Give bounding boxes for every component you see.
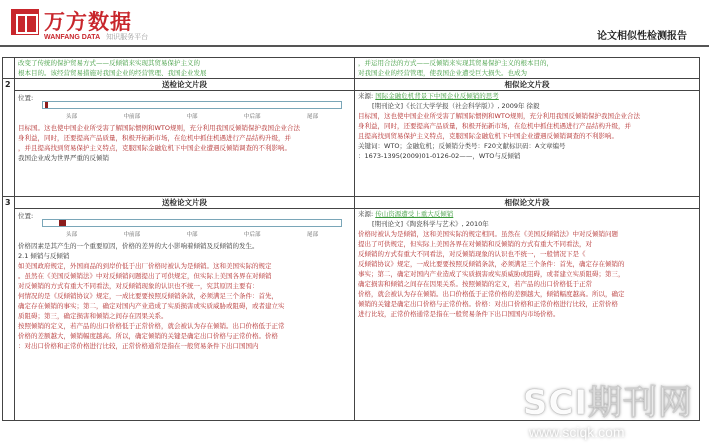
text-line: 且提高找到贸易保护主义特点，克服国际金融危机下中国企业遭遇反倾销调查的不利影响。 <box>358 132 618 140</box>
source-meta: [期刊论文]《长江大学学报（社会科学版）》, 2009年 徐毅 <box>372 102 540 110</box>
position-marker <box>59 220 66 226</box>
tick-label: 中部 <box>186 114 198 120</box>
text-line: 如美国政府规定，外国商品的到岸价低于出厂价格时被认为是倾销。这和美国实际的规定 <box>18 262 272 270</box>
section-2-body-row <box>3 91 700 197</box>
text-line: 何情况的是《反倾销协议》规定，一成比要要按照反倾销条款，必须满足三个条件：首先， <box>18 292 278 300</box>
section-3-head-row <box>3 197 700 209</box>
similar-fragment-heading: 相似论文片段 <box>355 197 700 209</box>
submitted-fragment-heading: 送检论文片段 <box>15 79 355 91</box>
section-2-head-row <box>3 79 700 91</box>
text-line: 质阻碍；第三，确定损害和倾销之间存在因果关系。 <box>18 312 168 320</box>
wanfang-logo-icon <box>11 9 39 35</box>
tick-label: 尾部 <box>306 232 318 238</box>
source-meta: [期刊论文]《陶瓷科学与艺术》, 2010年 <box>372 220 489 228</box>
position-ticks <box>42 112 342 122</box>
source-prefix: 来源: <box>358 92 374 100</box>
similar-fragment-cell <box>355 91 700 197</box>
submitted-fragment-cell <box>15 91 355 197</box>
watermark-main: SCI期刊网 <box>522 383 693 423</box>
logo-text-en <box>44 32 148 42</box>
text-line: 身利益，同时，还要提高产品质量，积极开拓新市场，在危机中抓住机遇进行产品结构升级，并 <box>18 134 291 142</box>
tick-label: 中前部 <box>123 114 140 120</box>
tick-label: 头部 <box>66 114 78 120</box>
position-ticks <box>42 230 342 240</box>
watermark-url: www.sciqk.com <box>528 424 625 440</box>
logo-en-main: WANFANG DATA <box>44 34 101 41</box>
text-line: 对我国企业的经营管理，使我国企业遭受巨大损失。也成为 <box>358 69 527 77</box>
source-line <box>358 209 696 219</box>
text-line: 反倾销的方式有重大不同看法，对反倾销现象的认识也不统一，一般情况下是《 <box>358 250 586 258</box>
site-watermark <box>523 375 693 440</box>
tick-label: 中后部 <box>243 114 261 120</box>
text-line: 确定损害和倾销之间存在因果关系。按照倾销的定义，若产品的出口价格低于正常 <box>358 280 592 288</box>
text-line: 事实；第二，确定对国内产业造成了实质损害或实质威胁或阻碍，或者建立实质阻碍；第三， <box>358 270 625 278</box>
text-line: 价格时被认为是倾销，这和美国实际的规定相同。虽然在《美国反倾销法》中对反倾销问题 <box>358 230 618 238</box>
section-number: 3 <box>3 197 15 421</box>
text-line: ，并运用合法的方式——反倾销来实现其贸易保护主义的根本目的， <box>358 59 553 67</box>
text-line: 改变了传统的保护贸易方式——反倾销来实现其贸易保护主义的 <box>18 59 200 67</box>
submitted-fragment-heading: 送检论文片段 <box>15 197 355 209</box>
text-line: ，并且提高找到贸易保护主义特点，克服国际金融危机下中国企业遭遇反倾销调查的不利影响。 <box>18 144 291 152</box>
text-line: 根本目的。该经营贸易措施对我国企业的经营管理、我国企业发展 <box>18 69 207 77</box>
tick-label: 中后部 <box>243 232 261 238</box>
intro-right-text <box>355 58 700 79</box>
logo-en-sub: 知识服务平台 <box>106 34 149 41</box>
section-number: 2 <box>3 79 15 197</box>
intro-row <box>3 58 700 79</box>
position-marker <box>45 102 48 108</box>
text-line: 目标国。这也使中国企业所受害了解国际惯例和WTO规则，充分利用我国反倾销保护我国企业合法 <box>18 124 301 132</box>
report-title: 论文相似性检测报告 <box>597 31 687 42</box>
position-indicator <box>18 209 351 241</box>
tick-label: 中前部 <box>123 232 140 238</box>
position-bar <box>42 101 342 109</box>
header-divider <box>0 45 709 47</box>
source-title-link[interactable]: 国际金融危机背景下中国企业反倾销的思考 <box>375 92 499 100</box>
tick-label: 头部 <box>66 232 78 238</box>
source-title-link[interactable]: 传山资源遭受上重大反倾销 <box>375 210 454 218</box>
text-line: ：对出口价格和正常价格进行比较，正常价格通常是指在一般贸易条件下出口国国内 <box>18 342 259 350</box>
source-line <box>358 91 696 101</box>
tick-label: 尾部 <box>306 114 318 120</box>
logo-text-cn: 万方数据 <box>44 10 132 34</box>
text-line: 提出了可供规定，但实际上美国各界在对倾销和反倾销的方式有重大不同看法，对 <box>358 240 592 248</box>
position-label: 位置: <box>18 94 34 102</box>
similar-fragment-heading: 相似论文片段 <box>355 79 700 91</box>
text-line: 我国企业成为世界严重的反倾销 <box>18 154 109 162</box>
text-line: 对反倾销的方式有重大不同看法，对反倾销现象的认识也不统一，究其原因主要有： <box>18 282 259 290</box>
text-line: 身利益，同时，还要提高产品质量，积极开拓新市场，在危机中抓住机遇进行产品结构升级，并 <box>358 122 631 130</box>
text-line: ：1673-1395(2009)01-0126-02——，WTO与反倾销 <box>358 152 521 160</box>
text-line: 目标国，这也使中国企业所受害了解国际惯例和WTO规则，充分利用我国反倾销保护我国企业合法 <box>358 112 641 120</box>
text-line: 。虽然在《美国反倾销法》中对反倾销问题提出了可供规定，但实际上美国各界在对倾销 <box>18 272 272 280</box>
similarity-table <box>2 57 700 421</box>
position-label: 位置: <box>18 212 34 220</box>
tick-label: 中部 <box>186 232 198 238</box>
text-line: 倾销的关键是确定出口价格与正常价格。价格：对出口价格和正常价格进行比较，正常价格 <box>358 300 618 308</box>
source-prefix: 来源: <box>358 210 374 218</box>
text-line: 价格因素是其产生的一个重要原因，价格的差异的大小影响着倾销及反倾销的发生。 <box>18 242 259 250</box>
text-line: 确定存在倾销的事实；第二，确定对国内产业造成了实质损害或实质威胁或阻碍，或者建立实 <box>18 302 285 310</box>
report-header <box>0 0 709 48</box>
intro-num-cell <box>3 58 15 79</box>
position-bar <box>42 219 342 227</box>
position-indicator <box>18 91 351 123</box>
text-line: 按照倾销的定义，若产品的出口价格低于正常价格，就会被认为存在倾销。出口价格低于正常 <box>18 322 285 330</box>
text-line: 反倾销协议》规定，一成比要要按照反倾销条款，必须满足三个条件：首先，确定存在倾销的 <box>358 260 625 268</box>
intro-left-text <box>15 58 355 79</box>
submitted-fragment-cell <box>15 209 355 421</box>
text-line: 2.1 倾销与反倾销 <box>18 252 70 260</box>
text-line: 关键词：WTO；金融危机；反倾销分类号：F20文献标识码：A文章编号 <box>358 142 566 150</box>
text-line: 进行比较，正常价格通常是指在一般贸易条件下出口国国内市场价格。 <box>358 310 560 318</box>
text-line: 价格，就会被认为存在倾销。出口价格低于正常价格的差额越大，倾销幅度越高。所以，确定 <box>358 290 625 298</box>
text-line: 价格的差额越大，倾销幅度越高。所以，确定倾销的关键是确定出口价格与正常价格。价格 <box>18 332 278 340</box>
